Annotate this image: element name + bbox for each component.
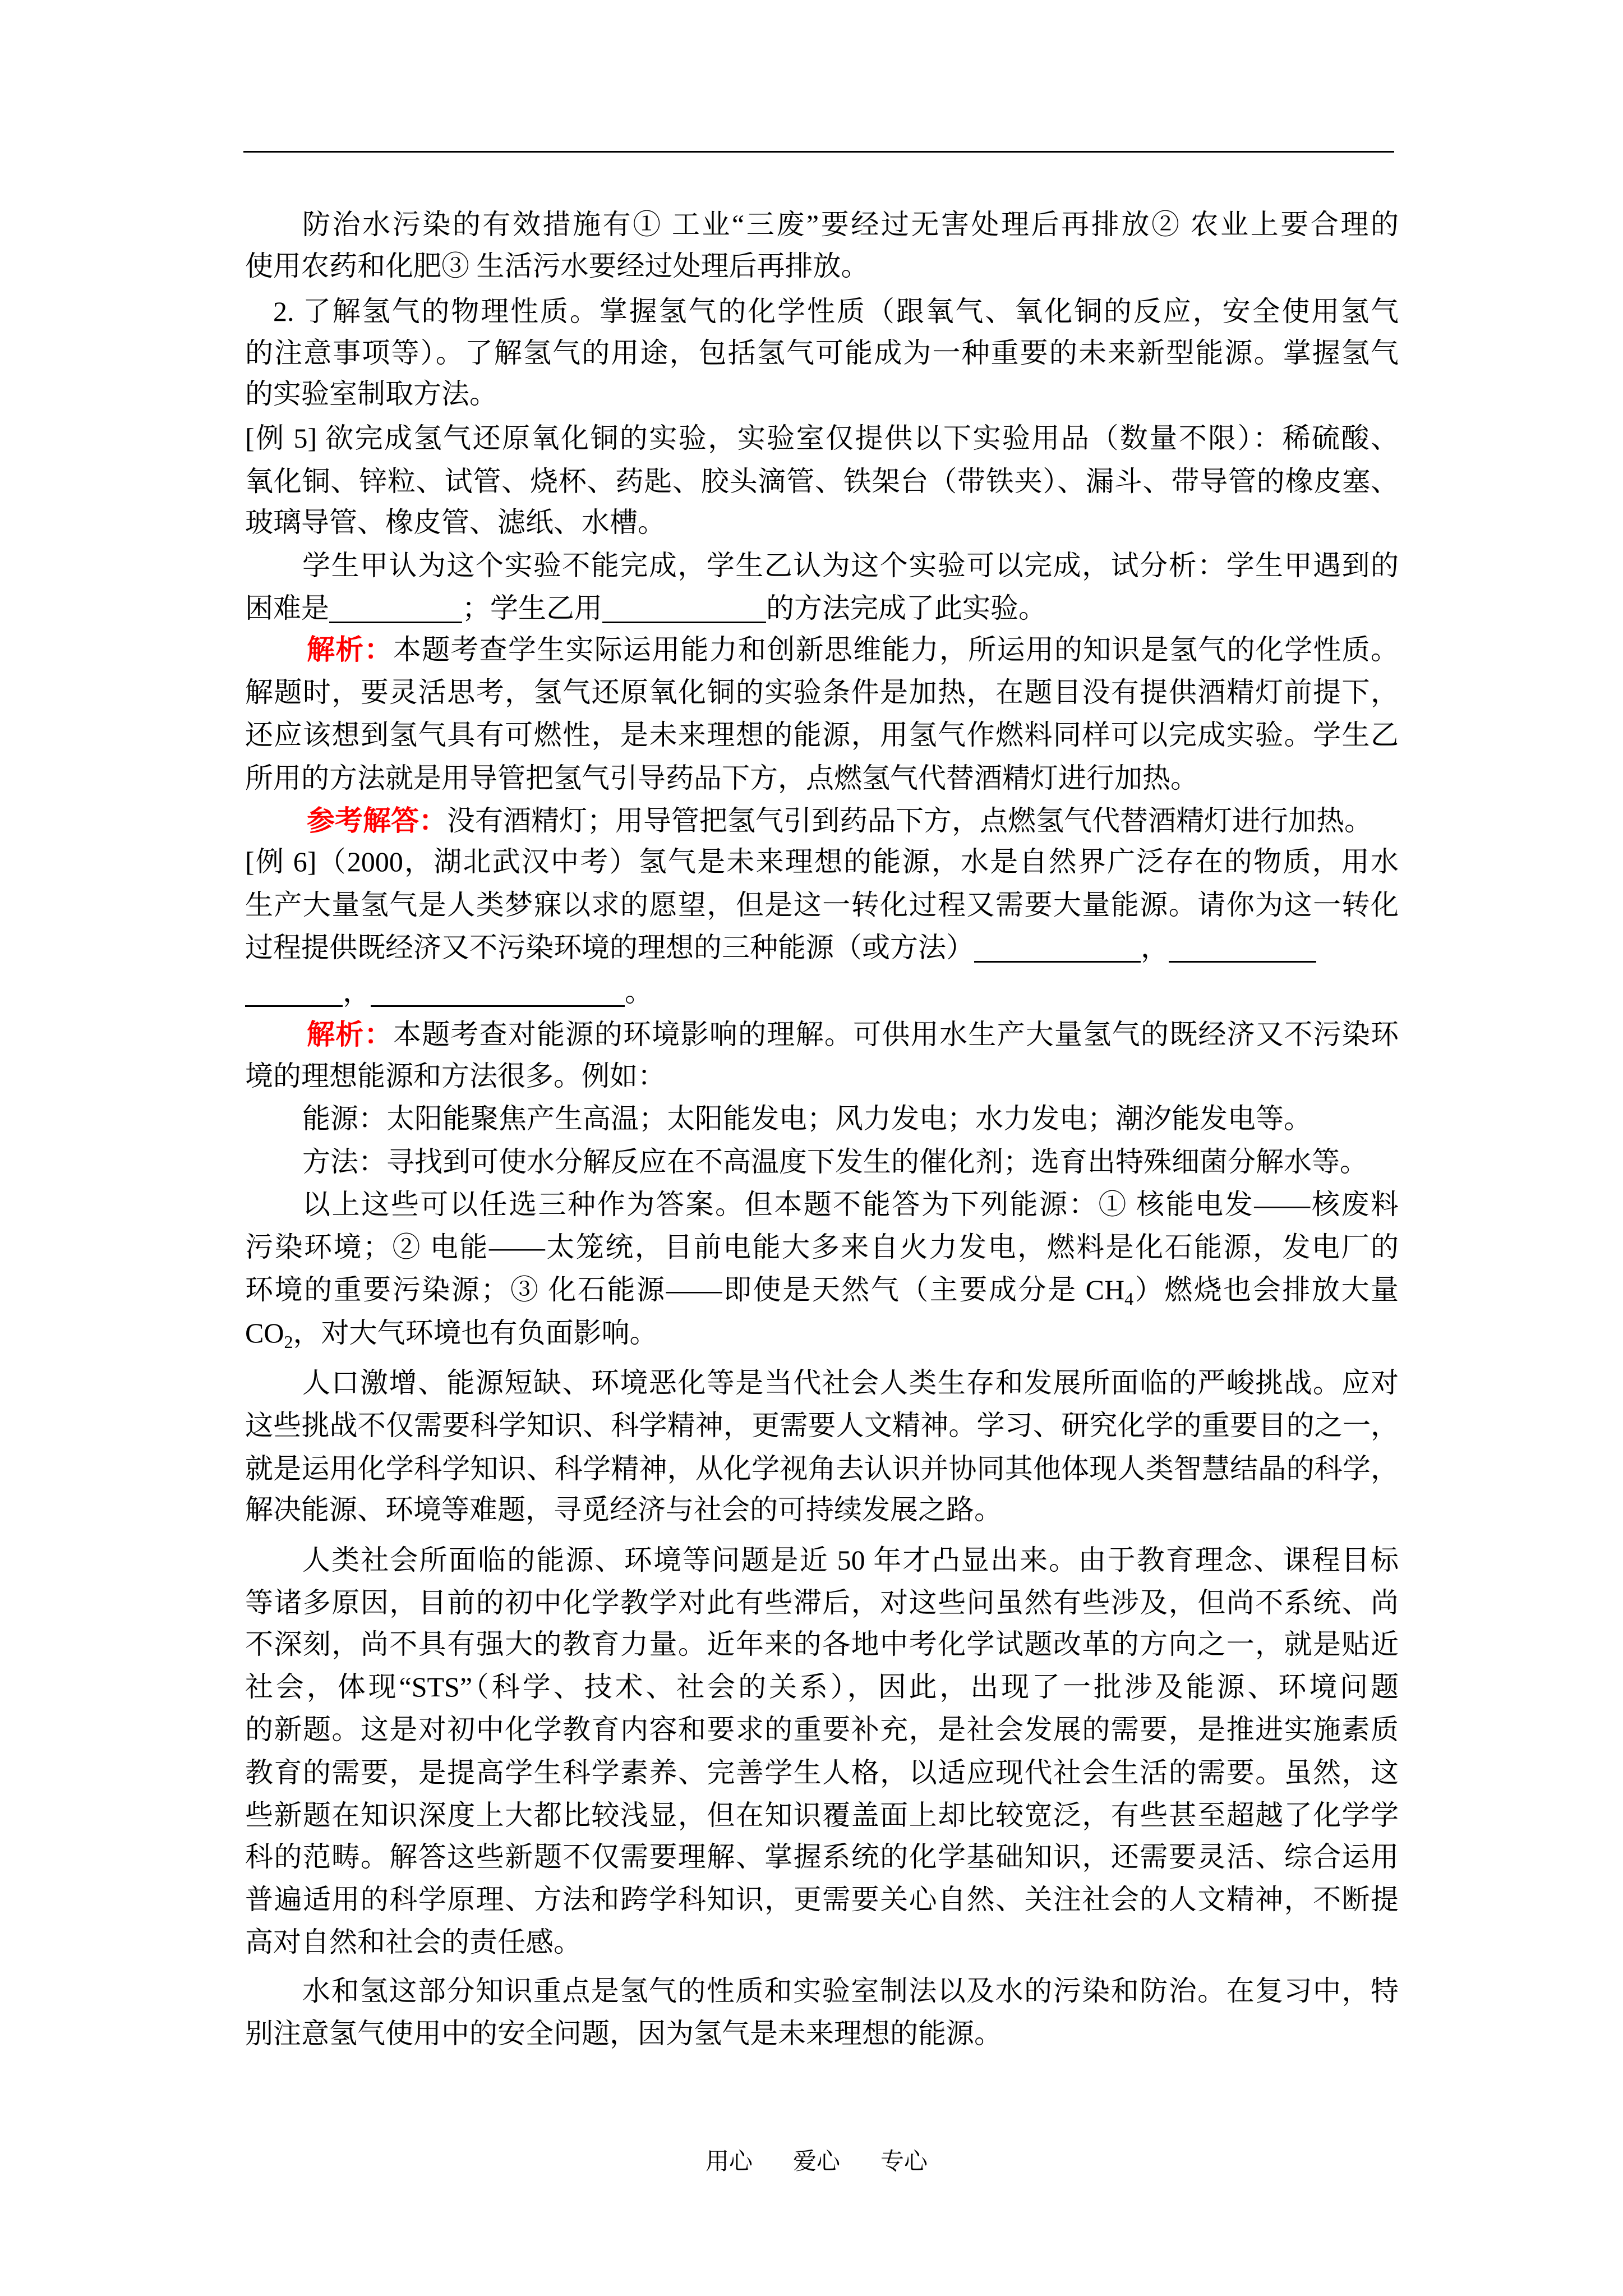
line-text: 困难是 — [245, 592, 329, 624]
line-text: 。 — [625, 976, 653, 1007]
text-line — [245, 587, 1399, 629]
text-line: 解决能源、环境等难题，寻觅经济与社会的可持续发展之路。 — [245, 1494, 1002, 1525]
text-line: 社会，体现“STS”（科学、技术、社会的关系），因此，出现了一批涉及能源、环境问题 — [245, 1671, 1399, 1703]
text-line: 2. 了解氢气的物理性质。掌握氢气的化学性质（跟氧气、氧化铜的反应，安全使用氢气 — [273, 296, 1399, 327]
line-text: 没有酒精灯；用导管把氢气引到药品下方，点燃氢气代替酒精灯进行加热。 — [447, 805, 1372, 836]
line-text: CO — [245, 1317, 284, 1349]
text-line: 氧化铜、锌粒、试管、烧杯、药匙、胶头滴管、铁架台（带铁夹）、漏斗、带导管的橡皮塞、 — [245, 466, 1399, 497]
line-text: ， — [1141, 932, 1169, 963]
text-line: 污染环境；② 电能——太笼统，目前电能大多来自火力发电，燃料是化石能源，发电厂的 — [245, 1231, 1399, 1263]
text-line: 还应该想到氢气具有可燃性，是未来理想的能源，用氢气作燃料同样可以完成实验。学生乙 — [245, 719, 1399, 751]
text-line: 防治水污染的有效措施有① 工业“三废”要经过无害处理后再排放② 农业上要合理的 — [302, 209, 1399, 240]
text-line: 人类社会所面临的能源、环境等问题是近 50 年才凸显出来。由于教育理念、课程目标 — [302, 1544, 1399, 1576]
line-text: 本题考查学生实际运用能力和创新思维能力，所运用的知识是氢气的化学性质。 — [393, 634, 1399, 665]
text-line: 玻璃导管、橡皮管、滤纸、水槽。 — [245, 507, 666, 538]
line-text: ）燃烧也会排放大量 — [1133, 1274, 1399, 1305]
text-line: 水和氢这部分知识重点是氢气的性质和实验室制法以及水的污染和防治。在复习中，特 — [302, 1975, 1399, 2007]
subscript: 2 — [284, 1332, 293, 1352]
text-line: 别注意氢气使用中的安全问题，因为氢气是未来理想的能源。 — [245, 2018, 1002, 2049]
answer-blank — [974, 938, 1141, 963]
text-line: 境的理想能源和方法很多。例如： — [245, 1060, 666, 1092]
text-line — [245, 628, 1399, 671]
line-text: 过程提供既经济又不污染环境的理想的三种能源（或方法） — [245, 932, 974, 963]
analysis-label: 解析： — [307, 1019, 393, 1050]
text-line: 不深刻，尚不具有强大的教育力量。近年来的各地中考化学试题改革的方向之一，就是贴近 — [245, 1628, 1399, 1660]
header-rule — [243, 151, 1394, 153]
line-text: ， — [343, 976, 371, 1007]
text-line: 些新题在知识深度上大都比较浅显，但在知识覆盖面上却比较宽泛，有些甚至超越了化学学 — [245, 1800, 1399, 1831]
text-line — [245, 1312, 1399, 1354]
text-line — [245, 970, 1399, 1013]
text-line: 能源：太阳能聚焦产生高温；太阳能发电；风力发电；水力发电；潮汐能发电等。 — [302, 1103, 1312, 1134]
line-text: 环境的重要污染源；③ 化石能源——即使是天然气（主要成分是 CH — [245, 1274, 1125, 1305]
footer-motto: 爱心 — [793, 2149, 841, 2175]
answer-blank — [602, 599, 766, 623]
text-line: 人口激增、能源短缺、环境恶化等是当代社会人类生存和发展所面临的严峻挑战。应对 — [302, 1367, 1399, 1398]
answer-blank — [245, 983, 343, 1007]
text-line: 普遍适用的科学原理、方法和跨学科知识，更需要关心自然、关注社会的人文精神，不断提 — [245, 1884, 1399, 1915]
line-text: ，对大气环境也有负面影响。 — [293, 1317, 658, 1349]
text-line: 以上这些可以任选三种作为答案。但本题不能答为下列能源：① 核能电发——核废料 — [302, 1189, 1399, 1220]
answer-blank — [1169, 938, 1316, 963]
text-line: [例 5] 欲完成氢气还原氧化铜的实验，实验室仅提供以下实验用品（数量不限）：稀硫酸、 — [245, 422, 1399, 454]
text-line: 教育的需要，是提高学生科学素养、完善学生人格，以适应现代社会生活的需要。虽然，这 — [245, 1757, 1399, 1788]
answer-blank — [329, 599, 462, 623]
subscript: 4 — [1124, 1289, 1134, 1309]
line-text: 的方法完成了此实验。 — [766, 592, 1046, 624]
footer-motto: 专心 — [880, 2149, 928, 2175]
text-line: 的注意事项等）。了解氢气的用途，包括氢气可能成为一种重要的未来新型能源。掌握氢气 — [245, 337, 1399, 369]
text-line: 就是运用化学科学知识、科学精神，从化学视角去认识并协同其他体现人类智慧结晶的科学， — [245, 1453, 1399, 1484]
text-line: 的新题。这是对初中化学教育内容和要求的重要补充，是社会发展的需要，是推进实施素质 — [245, 1714, 1399, 1745]
text-line: 生产大量氢气是人类梦寐以求的愿望，但是这一转化过程又需要大量能源。请你为这一转化 — [245, 889, 1399, 921]
footer-motto: 用心 — [706, 2149, 753, 2175]
text-line — [245, 926, 1399, 969]
analysis-label: 解析： — [307, 634, 393, 665]
text-line: 使用农药和化肥③ 生活污水要经过处理后再排放。 — [245, 250, 869, 282]
answer-blank — [371, 983, 625, 1007]
line-text: 本题考查对能源的环境影响的理解。可供用水生产大量氢气的既经济又不污染环 — [393, 1019, 1399, 1050]
text-line: 解题时，要灵活思考，氢气还原氧化铜的实验条件是加热，在题目没有提供酒精灯前提下， — [245, 677, 1399, 708]
text-line: 等诸多原因，目前的初中化学教学对此有些滞后，对这些问虽然有些涉及，但尚不系统、尚 — [245, 1587, 1399, 1618]
text-line: 方法：寻找到可使水分解反应在不高温度下发生的催化剂；选育出特殊细菌分解水等。 — [302, 1146, 1368, 1177]
text-line: 这些挑战不仅需要科学知识、科学精神，更需要人文精神。学习、研究化学的重要目的之一， — [245, 1410, 1399, 1441]
text-line: 学生甲认为这个实验不能完成，学生乙认为这个实验可以完成，试分析：学生甲遇到的 — [302, 550, 1399, 581]
page-footer — [706, 2146, 928, 2178]
text-line: [例 6]（2000，湖北武汉中考）氢气是未来理想的能源，水是自然界广泛存在的物质，用水 — [245, 846, 1399, 877]
text-line — [245, 799, 1399, 842]
text-line: 科的范畴。解答这些新题不仅需要理解、掌握系统的化学基础知识，还需要灵活、综合运用 — [245, 1841, 1399, 1872]
line-text: ；学生乙用 — [462, 592, 602, 624]
reference-answer-label: 参考解答： — [307, 805, 447, 836]
text-line: 高对自然和社会的责任感。 — [245, 1926, 582, 1958]
text-line: 所用的方法就是用导管把氢气引导药品下方，点燃氢气代替酒精灯进行加热。 — [245, 762, 1198, 794]
text-line — [245, 1013, 1399, 1056]
text-line: 的实验室制取方法。 — [245, 378, 497, 409]
text-line — [245, 1268, 1399, 1311]
